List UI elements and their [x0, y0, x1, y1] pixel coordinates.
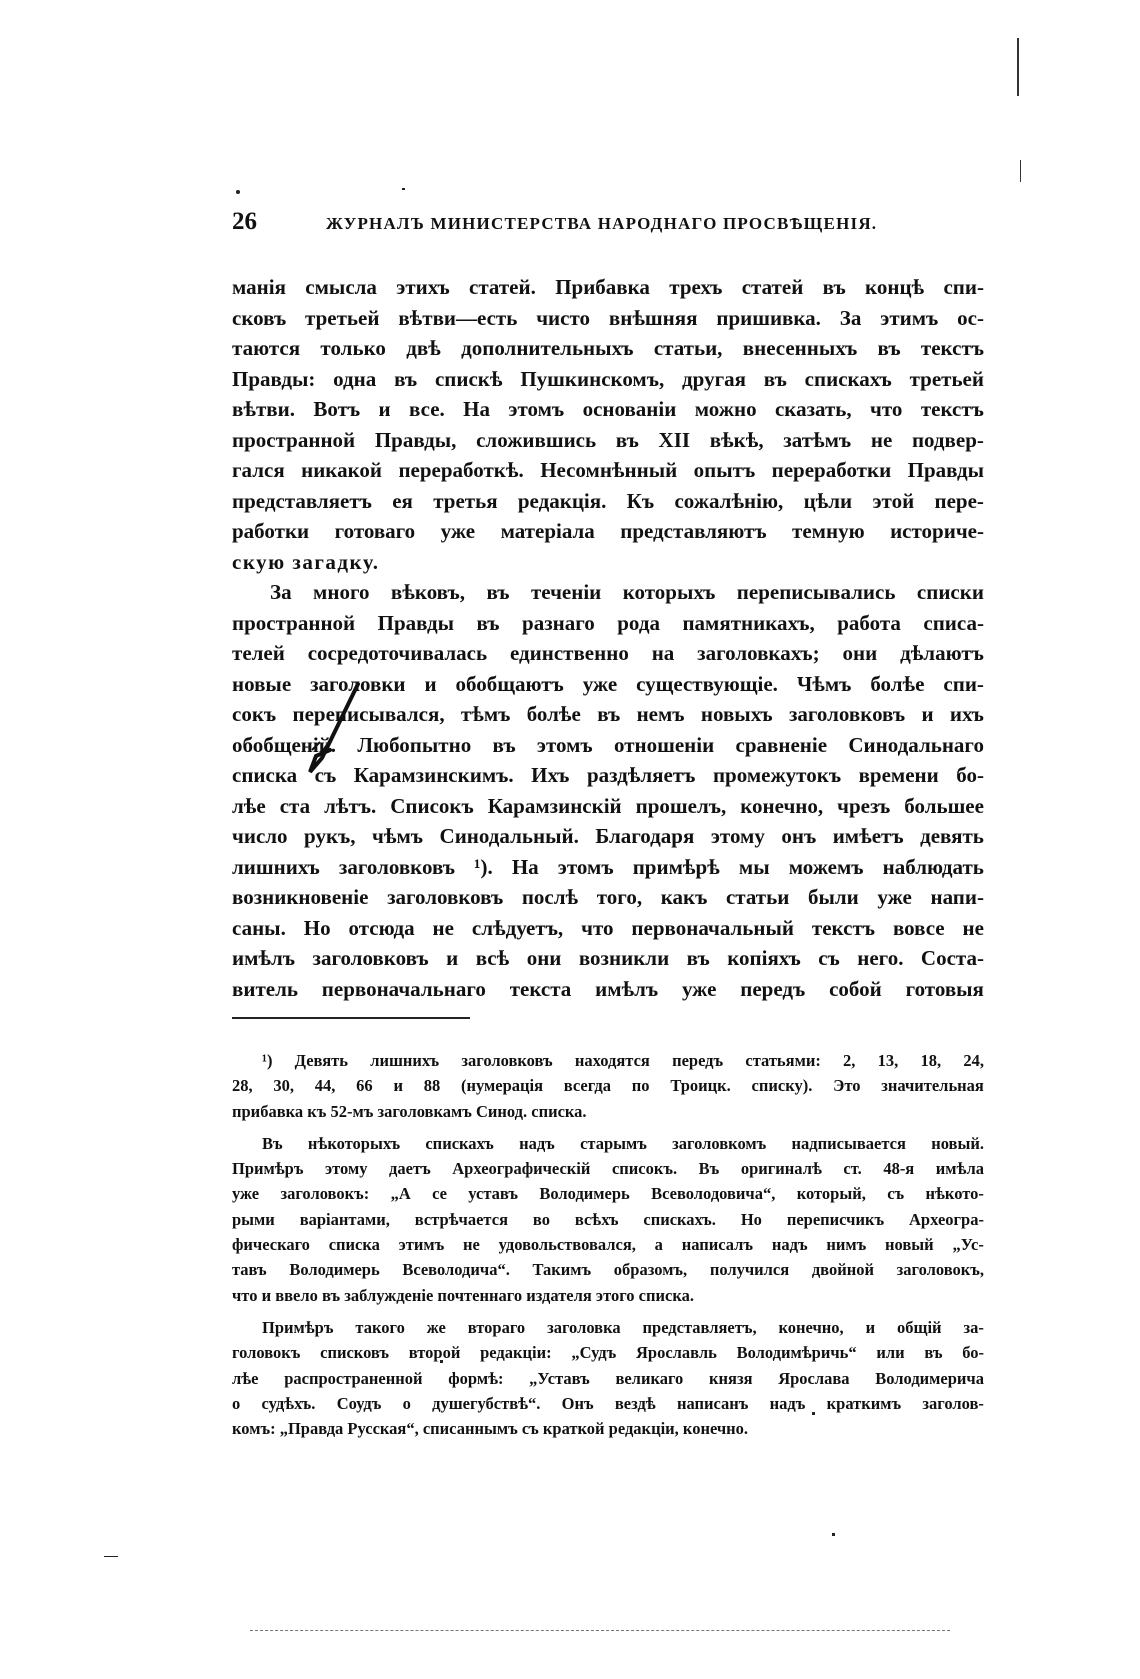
footnote-line: о судѣхъ. Соудъ о душегубствѣ“. Онъ вездѣ написанъ надъ краткимъ заголов-: [232, 1393, 984, 1413]
text-line: сокъ переписывался, тѣмъ болѣе въ немъ новыхъ заголовковъ и ихъ: [232, 702, 984, 726]
handwritten-pen-mark: [300, 680, 380, 780]
text-line: скую загадку.: [232, 549, 380, 574]
text-line: возникновеніе заголовковъ послѣ того, какъ статьи были уже напи-: [232, 885, 984, 909]
scan-speck: [104, 1556, 118, 1557]
scan-bottom-rule: [250, 1630, 950, 1631]
text-line: имѣлъ заголовковъ и всѣ они возникли въ копіяхъ съ него. Соста-: [232, 946, 984, 970]
footnote-line: головокъ списковъ второй редакціи: „Судъ Ярославль Володимѣричь“ или въ бо-: [232, 1343, 984, 1363]
footnote-separator: [232, 1017, 470, 1019]
footnote-line: тавъ Володимерь Всеволодича“. Такимъ образомъ, получился двойной заголовокъ,: [232, 1260, 984, 1280]
footnote-line: рыми варіантами, встрѣчается во всѣхъ спискахъ. Но переписчикъ Археогра-: [232, 1209, 984, 1229]
footnote-line: уже заголовокъ: „А се уставъ Володимерь Всеволодовича“, который, съ нѣкото-: [232, 1184, 984, 1204]
text-line: пространной Правды, сложившись въ XII вѣкѣ, затѣмъ не подвер-: [232, 427, 984, 452]
page-header: [232, 208, 954, 242]
main-text: [232, 272, 984, 1004]
footnote-line: ¹) Девять лишнихъ заголовковъ находятся передъ статьями: 2, 13, 18, 24,: [262, 1051, 984, 1070]
text-line: вѣтви. Вотъ и все. На этомъ основаніи можно сказать, что текстъ: [232, 397, 984, 421]
text-line: число рукъ, чѣмъ Синодальный. Благодаря этому онъ имѣетъ девять: [232, 824, 984, 848]
footnotes: [232, 1048, 984, 1441]
page-number: 26: [232, 208, 257, 235]
footnote-line: что и ввело въ заблужденіе почтеннаго издателя этого списка.: [232, 1285, 694, 1305]
text-line: саны. Но отсюда не слѣдуетъ, что первоначальный текстъ вовсе не: [232, 915, 984, 940]
running-title: ЖУРНАЛЪ МИНИСТЕРСТВА НАРОДНАГО ПРОСВѢЩЕНІЯ.: [326, 214, 878, 233]
text-line: обобщеній. Любопытно въ этомъ отношеніи сравненіе Синодальнаго: [232, 732, 984, 757]
footnote-line: Примѣръ такого же втораго заголовка представляетъ, конечно, и общій за-: [262, 1317, 984, 1337]
text-line: пространной Правды въ разнаго рода памятникахъ, работа списа-: [232, 610, 984, 635]
footnote-line: 28, 30, 44, 66 и 88 (нумерація всегда по Троицк. списку). Это значительная: [232, 1076, 984, 1096]
scan-edge-mark: [1020, 160, 1021, 182]
scan-speck: [402, 188, 405, 190]
scan-speck: [832, 1533, 835, 1536]
footnote-line: фическаго списка этимъ не удовольствовался, а написалъ надъ нимъ новый „Ус-: [232, 1235, 984, 1255]
footnote-line: комъ: „Правда Русская“, списаннымъ съ краткой редакціи, конечно.: [232, 1419, 749, 1439]
text-line: витель первоначальнаго текста имѣлъ уже передъ собой готовыя: [232, 976, 984, 1001]
text-line: лишнихъ заголовковъ ¹). На этомъ примѣрѣ мы можемъ наблюдать: [232, 854, 984, 879]
text-line: работки готоваго уже матеріала представляютъ темную историче-: [232, 519, 984, 543]
text-line: новые заголовки и обобщаютъ уже существующіе. Чѣмъ болѣе спи-: [232, 671, 984, 696]
text-line: Правды: одна въ спискѣ Пушкинскомъ, другая въ спискахъ третьей: [232, 366, 984, 391]
footnote-line: Въ нѣкоторыхъ спискахъ надъ старымъ заголовкомъ надписывается новый.: [262, 1133, 984, 1153]
text-line: телей сосредоточивалась единственно на заголовкахъ; они дѣлаютъ: [232, 641, 984, 665]
text-line: сковъ третьей вѣтви—есть чисто внѣшняя пришивка. За этимъ ос-: [232, 305, 984, 330]
scan-speck: [236, 190, 240, 194]
text-line: таются только двѣ дополнительныхъ статьи, внесенныхъ въ текстъ: [232, 336, 984, 360]
text-line: списка съ Карамзинскимъ. Ихъ раздѣляетъ промежутокъ времени бо-: [232, 763, 984, 787]
text-line: лѣе ста лѣтъ. Списокъ Карамзинскій прошелъ, конечно, чрезъ большее: [232, 793, 984, 818]
text-line: За много вѣковъ, въ теченіи которыхъ переписывались списки: [270, 580, 984, 604]
footnote-line: лѣе распространенной формѣ: „Уставъ великаго князя Ярослава Володимерича: [232, 1368, 984, 1388]
footnote-line: прибавка къ 52-мъ заголовкамъ Синод. списка.: [232, 1101, 587, 1121]
text-line: манія смысла этихъ статей. Прибавка трехъ статей въ концѣ спи-: [232, 275, 984, 299]
footnote-line: Примѣръ этому даетъ Археографическій списокъ. Въ оригиналѣ ст. 48-я имѣла: [232, 1159, 984, 1179]
scan-edge-line: [1017, 38, 1019, 96]
text-line: гался никакой переработкѣ. Несомнѣнный опытъ переработки Правды: [232, 458, 984, 482]
text-line: представляетъ ея третья редакція. Къ сожалѣнію, цѣли этой пере-: [232, 488, 984, 513]
